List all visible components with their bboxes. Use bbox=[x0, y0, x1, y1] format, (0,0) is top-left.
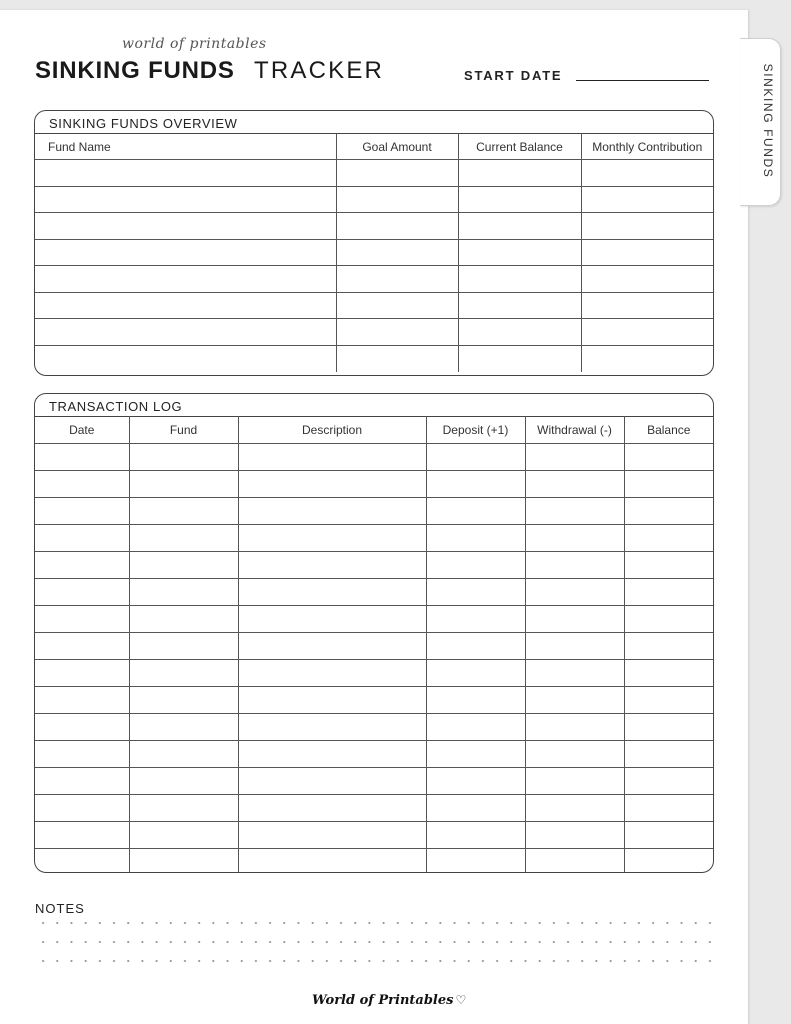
table-cell[interactable] bbox=[238, 849, 426, 874]
table-cell[interactable] bbox=[35, 579, 129, 606]
table-cell[interactable] bbox=[525, 525, 624, 552]
table-cell[interactable] bbox=[129, 849, 238, 874]
overview-row bbox=[35, 213, 713, 240]
table-cell[interactable] bbox=[129, 660, 238, 687]
table-cell[interactable] bbox=[129, 714, 238, 741]
table-cell[interactable] bbox=[624, 552, 713, 579]
table-cell[interactable] bbox=[458, 186, 581, 213]
table-cell[interactable] bbox=[624, 714, 713, 741]
table-cell[interactable] bbox=[238, 498, 426, 525]
notes-dot-line[interactable] bbox=[36, 921, 716, 925]
table-cell[interactable] bbox=[238, 579, 426, 606]
table-cell[interactable] bbox=[129, 687, 238, 714]
table-cell[interactable] bbox=[129, 768, 238, 795]
table-cell[interactable] bbox=[238, 471, 426, 498]
table-cell[interactable] bbox=[238, 606, 426, 633]
table-cell[interactable] bbox=[426, 714, 525, 741]
table-cell[interactable] bbox=[35, 849, 129, 874]
table-cell[interactable] bbox=[525, 471, 624, 498]
table-cell[interactable] bbox=[35, 822, 129, 849]
table-cell[interactable] bbox=[525, 660, 624, 687]
table-cell[interactable] bbox=[35, 768, 129, 795]
table-cell[interactable] bbox=[426, 741, 525, 768]
table-cell[interactable] bbox=[238, 741, 426, 768]
table-cell[interactable] bbox=[525, 741, 624, 768]
transaction-row bbox=[35, 768, 713, 795]
table-cell[interactable] bbox=[426, 525, 525, 552]
transaction-row bbox=[35, 444, 713, 471]
table-cell[interactable] bbox=[336, 345, 458, 372]
table-cell[interactable] bbox=[525, 633, 624, 660]
table-cell[interactable] bbox=[525, 444, 624, 471]
overview-title: SINKING FUNDS OVERVIEW bbox=[49, 116, 238, 131]
table-cell[interactable] bbox=[624, 633, 713, 660]
table-cell[interactable] bbox=[35, 319, 336, 346]
table-cell[interactable] bbox=[525, 849, 624, 874]
table-cell[interactable] bbox=[238, 768, 426, 795]
table-cell[interactable] bbox=[624, 525, 713, 552]
overview-table bbox=[35, 133, 713, 372]
table-cell[interactable] bbox=[525, 606, 624, 633]
transaction-row bbox=[35, 714, 713, 741]
table-cell[interactable] bbox=[624, 795, 713, 822]
overview-row bbox=[35, 266, 713, 293]
table-cell[interactable] bbox=[525, 552, 624, 579]
table-cell[interactable] bbox=[525, 714, 624, 741]
table-cell[interactable] bbox=[624, 822, 713, 849]
start-date-label: START DATE bbox=[464, 68, 563, 83]
transaction-row bbox=[35, 471, 713, 498]
table-cell[interactable] bbox=[426, 552, 525, 579]
table-cell[interactable] bbox=[581, 266, 713, 293]
table-cell[interactable] bbox=[336, 239, 458, 266]
brand-script: world of printables bbox=[122, 36, 267, 52]
table-cell[interactable] bbox=[581, 213, 713, 240]
table-cell[interactable] bbox=[129, 471, 238, 498]
overview-row bbox=[35, 160, 713, 187]
overview-row bbox=[35, 345, 713, 372]
side-tab-label: SINKING FUNDS bbox=[761, 63, 775, 179]
table-cell[interactable] bbox=[238, 822, 426, 849]
table-cell[interactable] bbox=[458, 266, 581, 293]
table-cell[interactable] bbox=[336, 160, 458, 187]
footer-logo-text: World of Printables bbox=[312, 993, 454, 1008]
table-cell[interactable] bbox=[426, 660, 525, 687]
notes-dot-line[interactable] bbox=[36, 959, 716, 963]
table-cell[interactable] bbox=[129, 822, 238, 849]
table-cell[interactable] bbox=[426, 498, 525, 525]
overview-col-current-balance: Current Balance bbox=[458, 134, 581, 160]
table-cell[interactable] bbox=[426, 471, 525, 498]
overview-row bbox=[35, 319, 713, 346]
table-cell[interactable] bbox=[458, 239, 581, 266]
transaction-row bbox=[35, 633, 713, 660]
overview-row bbox=[35, 186, 713, 213]
table-cell[interactable] bbox=[458, 160, 581, 187]
transaction-row bbox=[35, 822, 713, 849]
table-cell[interactable] bbox=[35, 239, 336, 266]
table-cell[interactable] bbox=[624, 849, 713, 874]
table-cell[interactable] bbox=[35, 687, 129, 714]
table-cell[interactable] bbox=[581, 186, 713, 213]
footer-logo bbox=[312, 993, 466, 1008]
log-col-deposit: Deposit (+1) bbox=[426, 417, 525, 444]
table-cell[interactable] bbox=[336, 266, 458, 293]
table-cell[interactable] bbox=[624, 660, 713, 687]
table-cell[interactable] bbox=[129, 525, 238, 552]
table-cell[interactable] bbox=[238, 444, 426, 471]
table-cell[interactable] bbox=[35, 213, 336, 240]
table-cell[interactable] bbox=[129, 444, 238, 471]
table-cell[interactable] bbox=[129, 741, 238, 768]
table-cell[interactable] bbox=[35, 552, 129, 579]
table-cell[interactable] bbox=[458, 319, 581, 346]
table-cell[interactable] bbox=[426, 687, 525, 714]
table-cell[interactable] bbox=[624, 606, 713, 633]
table-cell[interactable] bbox=[35, 606, 129, 633]
table-cell[interactable] bbox=[35, 498, 129, 525]
table-cell[interactable] bbox=[458, 345, 581, 372]
table-cell[interactable] bbox=[426, 444, 525, 471]
table-cell[interactable] bbox=[35, 345, 336, 372]
log-col-withdrawal: Withdrawal (-) bbox=[525, 417, 624, 444]
table-cell[interactable] bbox=[581, 319, 713, 346]
table-cell[interactable] bbox=[624, 687, 713, 714]
table-cell[interactable] bbox=[35, 795, 129, 822]
notes-dot-line[interactable] bbox=[36, 940, 716, 944]
table-cell[interactable] bbox=[129, 579, 238, 606]
overview-col-goal-amount: Goal Amount bbox=[336, 134, 458, 160]
table-cell[interactable] bbox=[624, 471, 713, 498]
table-cell[interactable] bbox=[525, 579, 624, 606]
table-cell[interactable] bbox=[581, 292, 713, 319]
table-cell[interactable] bbox=[426, 579, 525, 606]
table-cell[interactable] bbox=[129, 633, 238, 660]
table-cell[interactable] bbox=[458, 213, 581, 240]
transaction-row bbox=[35, 579, 713, 606]
table-cell[interactable] bbox=[35, 525, 129, 552]
table-cell[interactable] bbox=[35, 741, 129, 768]
transaction-row bbox=[35, 795, 713, 822]
table-cell[interactable] bbox=[129, 606, 238, 633]
table-cell[interactable] bbox=[624, 579, 713, 606]
table-cell[interactable] bbox=[426, 633, 525, 660]
table-cell[interactable] bbox=[238, 687, 426, 714]
table-cell[interactable] bbox=[336, 186, 458, 213]
table-cell[interactable] bbox=[624, 498, 713, 525]
page-title-light: TRACKER bbox=[254, 57, 385, 84]
log-col-balance: Balance bbox=[624, 417, 713, 444]
table-cell[interactable] bbox=[624, 741, 713, 768]
transaction-row bbox=[35, 687, 713, 714]
table-cell[interactable] bbox=[238, 795, 426, 822]
table-cell[interactable] bbox=[525, 768, 624, 795]
table-cell[interactable] bbox=[336, 292, 458, 319]
table-cell[interactable] bbox=[525, 795, 624, 822]
start-date-field[interactable] bbox=[576, 80, 709, 81]
table-cell[interactable] bbox=[35, 186, 336, 213]
table-cell[interactable] bbox=[238, 633, 426, 660]
transaction-row bbox=[35, 498, 713, 525]
table-cell[interactable] bbox=[624, 768, 713, 795]
log-col-fund: Fund bbox=[129, 417, 238, 444]
transaction-row bbox=[35, 606, 713, 633]
table-cell[interactable] bbox=[581, 160, 713, 187]
table-cell[interactable] bbox=[35, 266, 336, 293]
table-cell[interactable] bbox=[426, 822, 525, 849]
table-cell[interactable] bbox=[129, 498, 238, 525]
table-cell[interactable] bbox=[35, 292, 336, 319]
overview-col-fund-name: Fund Name bbox=[35, 134, 336, 160]
transaction-row bbox=[35, 849, 713, 874]
table-cell[interactable] bbox=[129, 552, 238, 579]
table-cell[interactable] bbox=[458, 292, 581, 319]
overview-row bbox=[35, 292, 713, 319]
table-cell[interactable] bbox=[129, 795, 238, 822]
log-col-date: Date bbox=[35, 417, 129, 444]
table-cell[interactable] bbox=[336, 319, 458, 346]
transaction-row bbox=[35, 552, 713, 579]
table-cell[interactable] bbox=[624, 444, 713, 471]
table-cell[interactable] bbox=[35, 660, 129, 687]
table-cell[interactable] bbox=[238, 660, 426, 687]
transaction-row bbox=[35, 525, 713, 552]
table-cell[interactable] bbox=[581, 239, 713, 266]
table-cell[interactable] bbox=[426, 768, 525, 795]
table-cell[interactable] bbox=[35, 471, 129, 498]
transaction-row bbox=[35, 660, 713, 687]
table-cell[interactable] bbox=[426, 606, 525, 633]
table-cell[interactable] bbox=[35, 160, 336, 187]
table-cell[interactable] bbox=[525, 822, 624, 849]
notes-label: NOTES bbox=[35, 901, 85, 916]
overview-row bbox=[35, 239, 713, 266]
table-cell[interactable] bbox=[238, 525, 426, 552]
page-title-bold: SINKING FUNDS bbox=[35, 57, 235, 84]
transaction-log-section bbox=[34, 393, 714, 873]
table-cell[interactable] bbox=[525, 687, 624, 714]
overview-col-monthly-contribution: Monthly Contribution bbox=[581, 134, 713, 160]
table-cell[interactable] bbox=[35, 633, 129, 660]
table-cell[interactable] bbox=[238, 714, 426, 741]
log-col-description: Description bbox=[238, 417, 426, 444]
table-cell[interactable] bbox=[35, 714, 129, 741]
table-cell[interactable] bbox=[525, 498, 624, 525]
heart-icon: ♡ bbox=[455, 993, 467, 1007]
table-cell[interactable] bbox=[336, 213, 458, 240]
transaction-log-title: TRANSACTION LOG bbox=[49, 399, 183, 414]
table-cell[interactable] bbox=[581, 345, 713, 372]
table-cell[interactable] bbox=[35, 444, 129, 471]
transaction-row bbox=[35, 741, 713, 768]
overview-section bbox=[34, 110, 714, 376]
table-cell[interactable] bbox=[426, 795, 525, 822]
table-cell[interactable] bbox=[238, 552, 426, 579]
table-cell[interactable] bbox=[426, 849, 525, 874]
transaction-log-table bbox=[35, 416, 713, 873]
